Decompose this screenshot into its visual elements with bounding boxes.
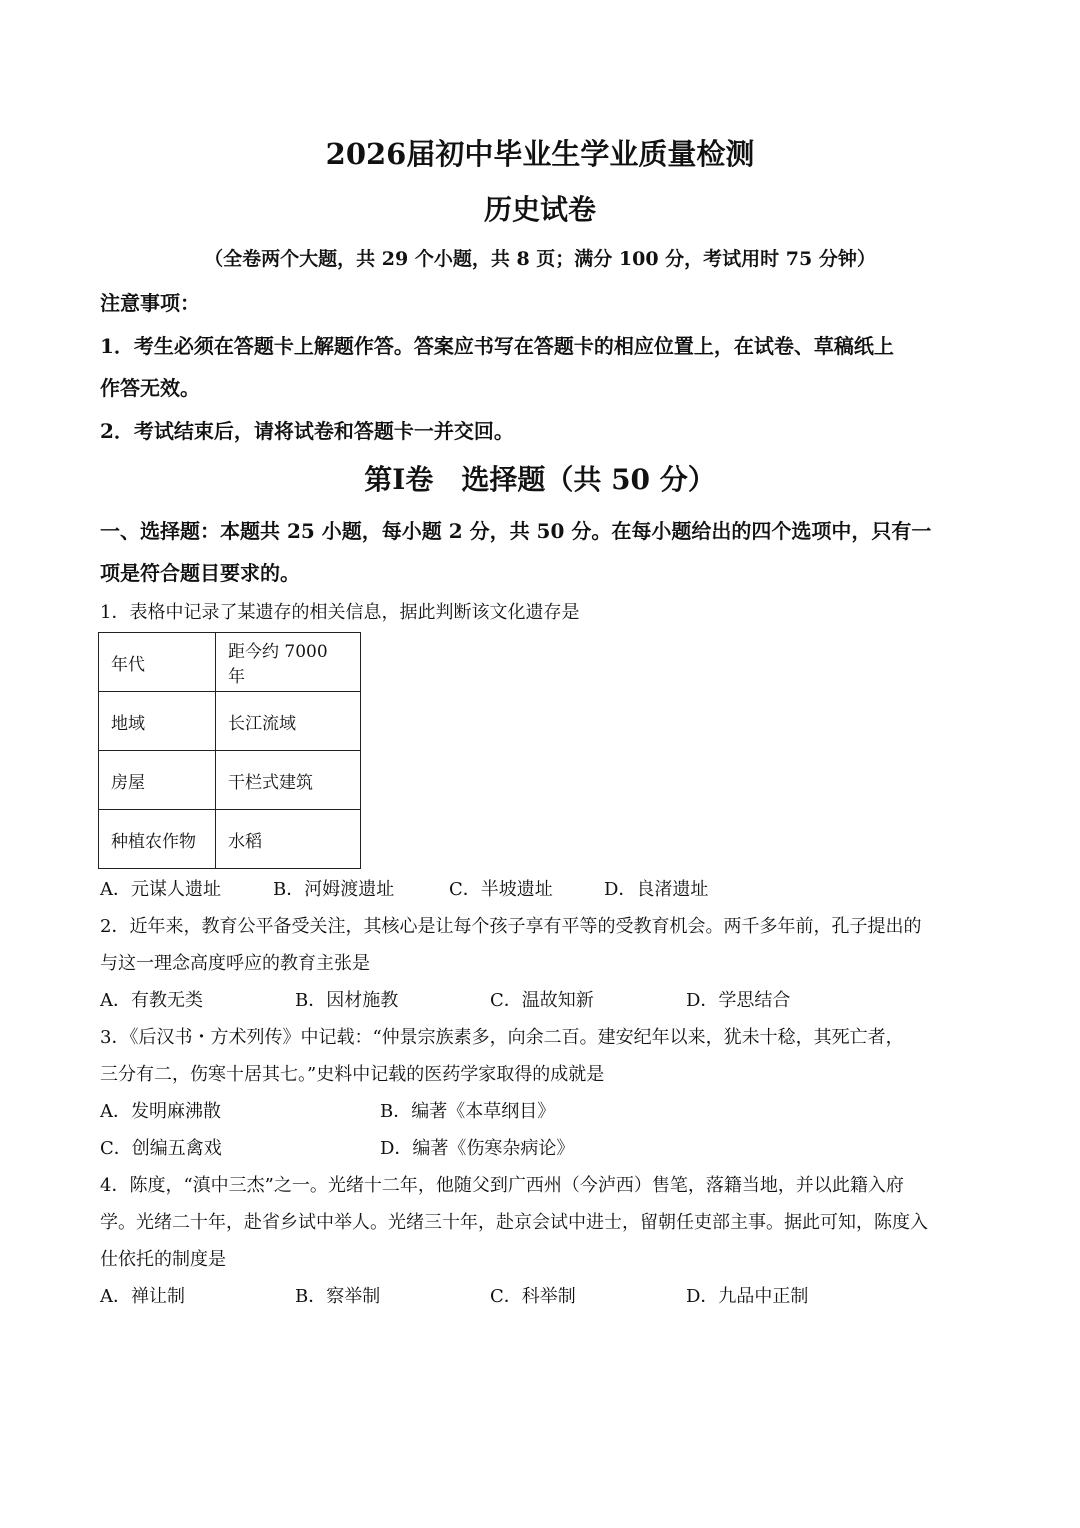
table-cell-value: 干栏式建筑: [216, 751, 361, 810]
section-instruction-cont: 项是符合题目要求的。: [100, 561, 300, 585]
q2-option-b: B．因材施教: [295, 990, 399, 1011]
exam-info: （全卷两个大题，共 29 个小题，共 8 页；满分 100 分，考试用时 75 分钟）: [204, 248, 876, 270]
q1-option-a: A．元谋人遗址: [100, 879, 221, 900]
section-instruction: 一、选择题：本题共 25 小题，每小题 2 分，共 50 分。在每小题给出的四个选项中，只有一: [100, 519, 932, 543]
question-4-stem-cont-2: 仕依托的制度是: [100, 1249, 226, 1270]
table-row: [99, 692, 361, 751]
q2-option-c: C．温故知新: [490, 990, 594, 1011]
question-2-stem-cont: 与这一理念高度呼应的教育主张是: [100, 953, 370, 974]
table-cell-label: 种植农作物: [99, 810, 216, 869]
table-row: [99, 633, 361, 692]
q3-option-a: A．发明麻沸散: [100, 1101, 221, 1122]
q1-option-d: D．良渚遗址: [604, 879, 709, 900]
note-item-2: 2．考试结束后，请将试卷和答题卡一并交回。: [100, 419, 514, 443]
q1-option-c: C．半坡遗址: [449, 879, 553, 900]
q3-option-c: C．创编五禽戏: [100, 1138, 222, 1159]
table-cell-label: 房屋: [99, 751, 216, 810]
question-4-stem-cont: 学。光绪二十年，赴省乡试中举人。光绪三十年，赴京会试中进士，留朝任吏部主事。据此可知，陈度入: [100, 1212, 928, 1233]
question-4-stem: 4．陈度，“滇中三杰”之一。光绪十二年，他随父到广西州（今泸西）售笔，落籍当地，并以此籍入府: [100, 1175, 904, 1196]
question-3-stem-cont: 三分有二，伤寒十居其七。”史料中记载的医药学家取得的成就是: [100, 1064, 605, 1085]
q2-option-a: A．有教无类: [100, 990, 203, 1011]
q3-option-d: D．编著《伤寒杂病论》: [380, 1138, 575, 1159]
note-item-1: 1．考生必须在答题卡上解题作答。答案应书写在答题卡的相应位置上，在试卷、草稿纸上: [100, 334, 894, 358]
q2-option-d: D．学思结合: [686, 990, 791, 1011]
exam-subject: 历史试卷: [483, 193, 596, 226]
question-1-stem: 1．表格中记录了某遗存的相关信息，据此判断该文化遗存是: [100, 602, 580, 623]
table-cell-value: 长江流域: [216, 692, 361, 751]
table-row: [99, 751, 361, 810]
exam-title: 2026届初中毕业生学业质量检测: [325, 137, 755, 171]
table-cell-value: 距今约 7000 年: [216, 633, 361, 692]
q4-option-a: A．禅让制: [100, 1286, 185, 1307]
question-2-stem: 2．近年来，教育公平备受关注，其核心是让每个孩子享有平等的受教育机会。两千多年前，孔子提出的: [100, 916, 922, 937]
table-row: [99, 810, 361, 869]
q4-option-d: D．九品中正制: [686, 1286, 809, 1307]
q4-option-c: C．科举制: [490, 1286, 576, 1307]
relic-info-table: [98, 632, 361, 869]
question-3-stem: 3．《后汉书・方术列传》中记载：“仲景宗族素多，向余二百。建安纪年以来，犹未十稔，其死亡者，: [100, 1027, 904, 1048]
section-title: 第Ⅰ卷 选择题（共 50 分）: [364, 463, 716, 496]
table-cell-label: 年代: [99, 633, 216, 692]
q1-option-b: B．河姆渡遗址: [273, 879, 395, 900]
note-item-1-cont: 作答无效。: [100, 376, 200, 400]
table-cell-value: 水稻: [216, 810, 361, 869]
q3-option-b: B．编著《本草纲目》: [380, 1101, 556, 1122]
notes-heading: 注意事项：: [100, 291, 200, 315]
table-cell-label: 地域: [99, 692, 216, 751]
q4-option-b: B．察举制: [295, 1286, 381, 1307]
